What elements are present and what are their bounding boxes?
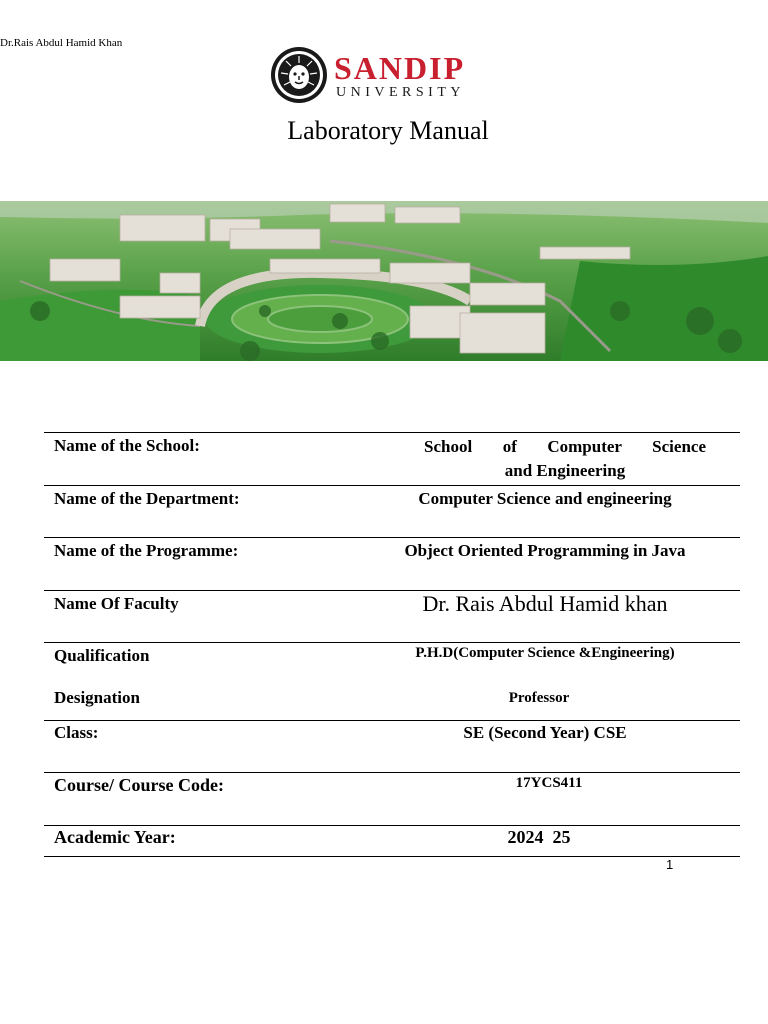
course-value: 17YCS411 [515, 775, 583, 791]
school-value-line2: and Engineering [504, 461, 626, 480]
designation-value: Professor [508, 690, 570, 706]
lion-emblem-icon [271, 47, 327, 103]
course-label: Course/ Course Code: [54, 775, 224, 795]
school-value-line1: School of Computer Science [424, 437, 706, 456]
department-label: Name of the Department: [54, 489, 240, 508]
academic-year-label: Academic Year: [54, 827, 176, 847]
school-label: Name of the School: [54, 436, 200, 455]
qualification-label: Qualification [54, 646, 150, 665]
header-author: Dr.Rais Abdul Hamid Khan [0, 37, 123, 49]
designation-label: Designation [54, 688, 140, 707]
row-programme [44, 537, 740, 591]
department-value: Computer Science and engineering [418, 489, 672, 508]
row-class [44, 720, 740, 773]
row-faculty [44, 590, 740, 643]
document-title: Laboratory Manual [287, 116, 489, 145]
row-qualification [44, 642, 740, 721]
faculty-label: Name Of Faculty [54, 594, 179, 613]
class-value: SE (Second Year) CSE [463, 723, 627, 742]
row-department [44, 485, 740, 538]
logo-subtitle: UNIVERSITY [336, 85, 465, 100]
programme-label: Name of the Programme: [54, 541, 239, 560]
row-academic-year [44, 825, 740, 857]
row-course [44, 772, 740, 826]
class-label: Class: [54, 723, 99, 742]
programme-value: Object Oriented Programming in Java [404, 541, 686, 560]
logo-name: SANDIP [334, 50, 466, 86]
qualification-value: P.H.D(Computer Science &Engineering) [415, 645, 675, 661]
school-value [424, 435, 706, 483]
university-logo [270, 46, 492, 104]
faculty-value: Dr. Rais Abdul Hamid khan [422, 591, 668, 616]
academic-year-value: 2024 25 [507, 827, 571, 847]
campus-aerial-photo [0, 201, 768, 361]
table-bottom-border [44, 856, 740, 857]
page-number: 1 [666, 857, 674, 872]
row-school [44, 432, 740, 486]
